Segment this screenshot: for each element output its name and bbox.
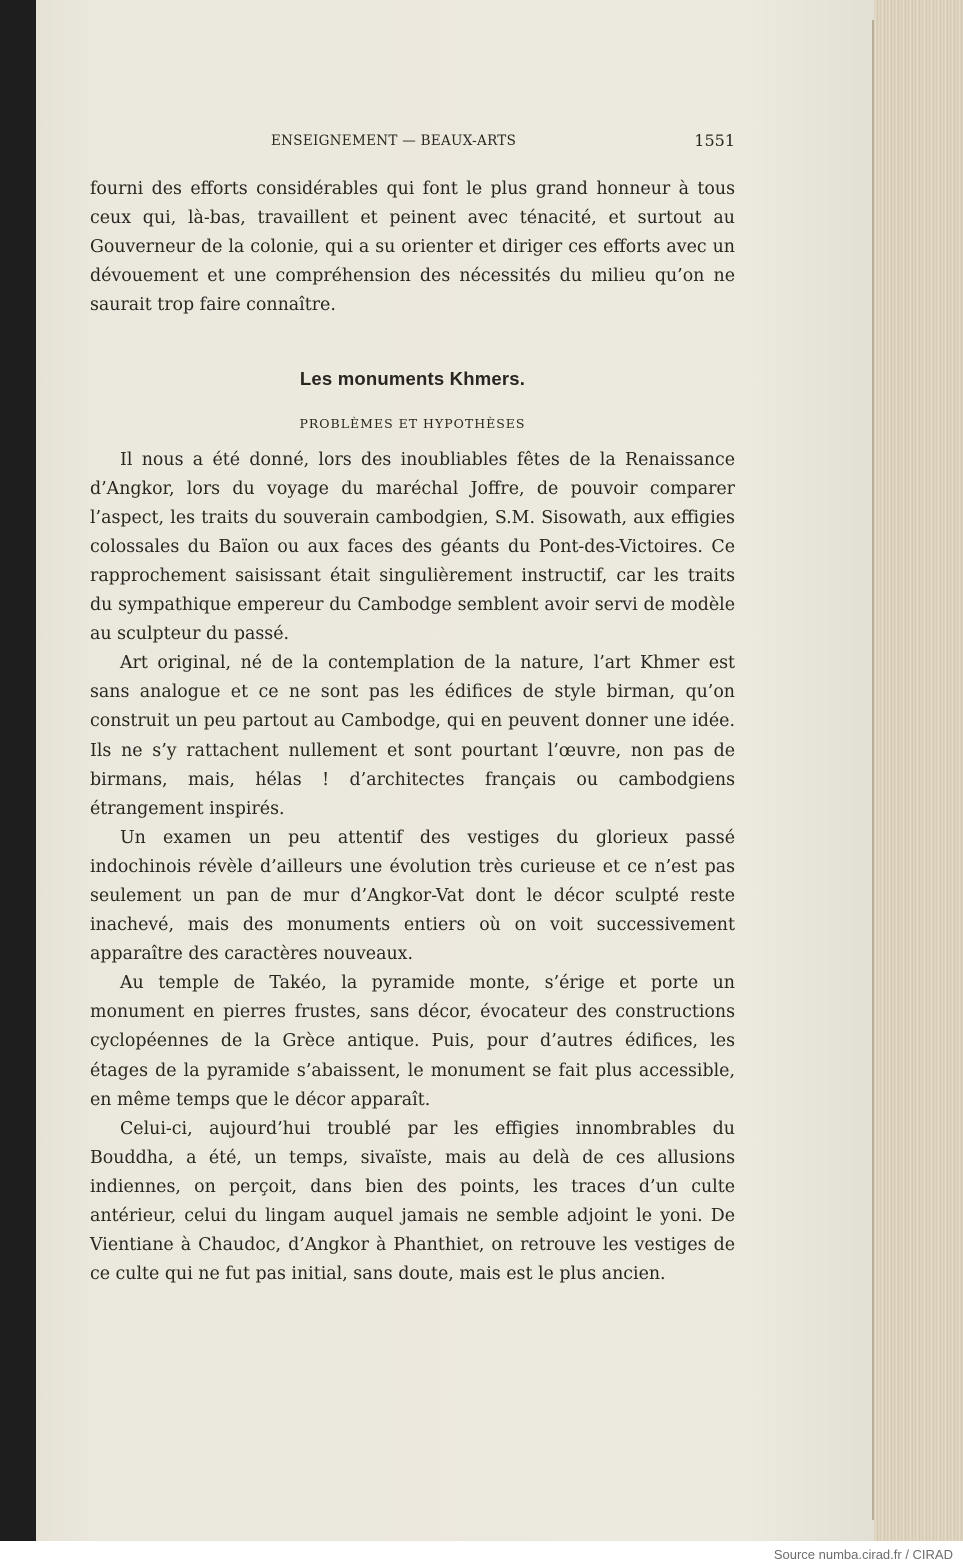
section-title: Les monuments Khmers. [299, 368, 526, 390]
paragraph-3: Un examen un peu attentif des vestiges du glorieux passé indochinois révèle d’ailleurs une évolution très curieuse et ce n’est pas seulement un pan de mur d’Angkor-Vat dont le décor sculpté reste inachevé, mais des monuments entiers où on voit successivement apparaître des caractères nouveaux. [90, 827, 735, 965]
paragraph-1: Il nous a été donné, lors des inoubliables fêtes de la Renaissance d’Angkor, lors du voyage du maréchal Joffre, de pouvoir comparer l’aspect, les traits du souverain cambodgien, S.M. Sisowath, aux effigies colossales du Baïon ou aux faces des géants du Pont-des-Victoires. Ce rapprochement saisissant était singulièrement instructif, car les traits du sympathique empereur du Cambodge semblent avoir servi de modèle au sculpteur du passé. [90, 449, 735, 645]
paragraph-4: Au temple de Takéo, la pyramide monte, s’érige et porte un monument en pierres frustes, sans décor, évocateur des constructions cyclopéennes de la Grèce antique. Puis, pour d’autres édifices, les étages de la pyramide s’abaissent, le monument se fait plus accessible, en même temps que le décor apparaît. [90, 973, 735, 1110]
paragraph-2: Art original, né de la contemplation de la nature, l’art Khmer est sans analogue et ce ne sont pas les édifices de style birman, qu’on construit un peu partout au Cambodge, qui en peuvent donner une idée. Ils ne s’y rattachent nullement et sont pourtant l’œuvre, non pas de birmans, mais, hélas ! d’architectes français ou cambodgiens étrangement inspirés. [90, 653, 735, 819]
source-credit: Source numba.cirad.fr / CIRAD [773, 1547, 953, 1562]
page-number: 1551 [694, 131, 735, 150]
page-header [90, 131, 735, 153]
page-body [90, 175, 735, 1289]
running-title: ENSEIGNEMENT — BEAUX-ARTS [271, 133, 517, 149]
book-binding [0, 0, 36, 1541]
intro-paragraph: fourni des efforts considérables qui font le plus grand honneur à tous ceux qui, là-bas, travaillent et peinent avec ténacité, et surtout au Gouverneur de la colonie, qui a su orienter et diriger ces efforts avec un dévouement et une compréhension des nécessités du milieu qu’on ne saurait trop faire connaître. [90, 179, 735, 316]
section-subtitle: PROBLÈMES ET HYPOTHÈSES [299, 415, 526, 431]
paragraph-5: Celui-ci, aujourd’hui troublé par les effigies innombrables du Bouddha, a été, un temps, sivaïste, mais au delà de ces allusions indiennes, on perçoit, dans bien des points, les traces d’un culte antérieur, celui du lingam auquel jamais ne semble adjoint le yoni. De Vientiane à Chaudoc, d’Angkor à Phanthiet, on retrouve les vestiges de ce culte qui ne fut pas initial, sans doute, mais est le plus ancien. [90, 1118, 735, 1285]
book-page-edges [874, 0, 963, 1541]
